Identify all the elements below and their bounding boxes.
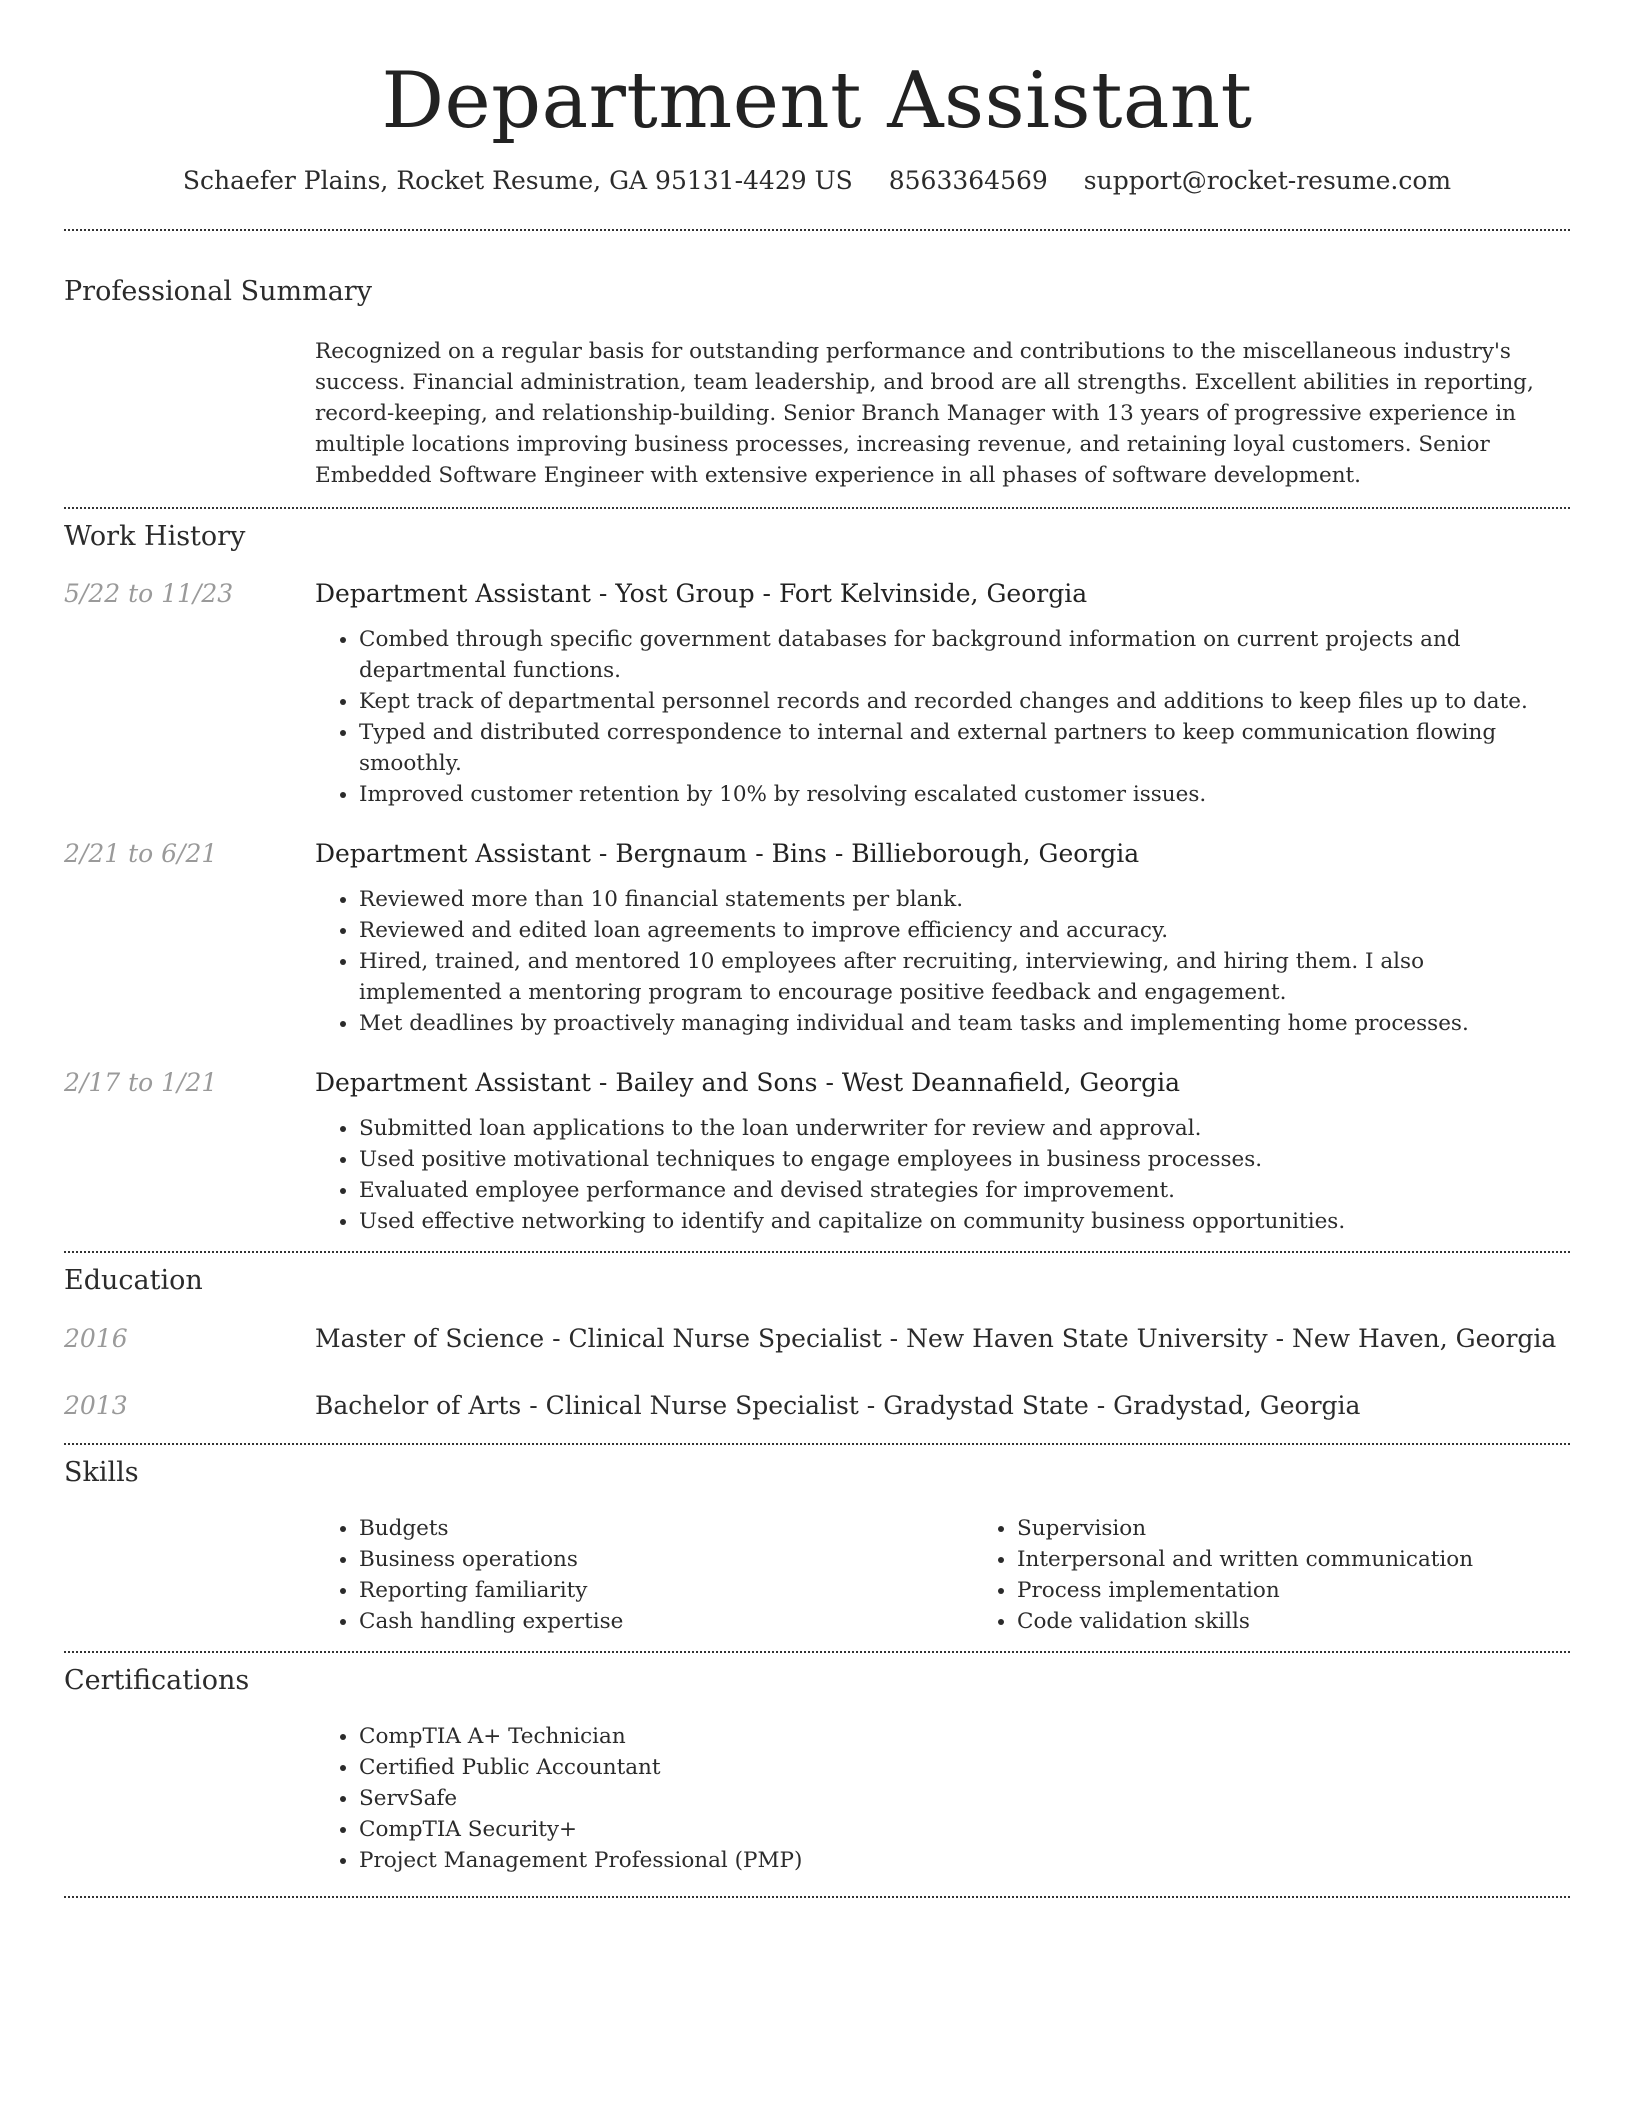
job-details: [315, 837, 1570, 1039]
summary-text: Recognized on a regular basis for outstanding performance and contributions to the miscellaneous industry's success. Financial administration, team leadership, and brood are all strengths. Excellent abilities in reporting, record-keeping, and relationship-building. Senior Branch Manager with 13 years of progressive experience in multiple locations improving business processes, increasing revenue, and retaining loyal customers. Senior Embedded Software Engineer with extensive experience in all phases of software development.: [315, 339, 1534, 488]
education-text: Master of Science - Clinical Nurse Specialist - New Haven State University - New Haven, Georgia: [315, 1324, 1557, 1353]
job-dates: 2/17 to 1/21: [64, 1068, 218, 1097]
job-bullet: • Combed through specific government databases for background information on current projects and departmental functions.: [359, 624, 1570, 686]
certification-item: • Project Management Professional (PMP): [359, 1845, 1570, 1876]
section-title-summary: Professional Summary: [64, 276, 372, 307]
job-bullet: • Reviewed and edited loan agreements to improve efficiency and accuracy.: [359, 915, 1570, 946]
contact-address: Schaefer Plains, Rocket Resume, GA 95131-4429 US: [182, 166, 853, 195]
education-text: Bachelor of Arts - Clinical Nurse Specialist - Gradystad State - Gradystad, Georgia: [315, 1391, 1361, 1420]
job-bullets: [315, 624, 1570, 810]
skills-columns: [315, 1513, 1631, 1637]
section-title-education: Education: [64, 1265, 203, 1296]
education-entry: [64, 1322, 1570, 1356]
divider: [64, 1651, 1570, 1653]
certification-item: • CompTIA A+ Technician: [359, 1721, 1570, 1752]
job-bullet: • Typed and distributed correspondence to internal and external partners to keep communication flowing smoothly.: [359, 717, 1570, 779]
job-entry: [64, 577, 1570, 810]
job-entry: [64, 837, 1570, 1039]
contact-email: support@rocket-resume.com: [1083, 166, 1452, 195]
summary-spacer: [64, 336, 315, 491]
certification-item: • CompTIA Security+: [359, 1814, 1570, 1845]
skill-item: • Cash handling expertise: [359, 1606, 973, 1637]
skill-item: • Business operations: [359, 1544, 973, 1575]
job-bullet: • Used effective networking to identify and capitalize on community business opportunities.: [359, 1206, 1570, 1237]
job-bullets: [315, 1113, 1570, 1237]
education-year: 2013: [64, 1391, 128, 1420]
job-bullet: • Reviewed more than 10 financial statements per blank.: [359, 884, 1570, 915]
job-bullet: • Used positive motivational techniques to engage employees in business processes.: [359, 1144, 1570, 1175]
certifications-spacer: [64, 1721, 315, 1876]
job-details: [315, 1066, 1570, 1237]
certifications-row: [64, 1721, 1570, 1876]
resume-name: Department Assistant: [381, 56, 1253, 146]
job-title: Department Assistant - Bergnaum - Bins - Billieborough, Georgia: [315, 839, 1140, 868]
skill-item: • Budgets: [359, 1513, 973, 1544]
divider: [64, 1251, 1570, 1253]
job-bullet: • Improved customer retention by 10% by resolving escalated customer issues.: [359, 779, 1570, 810]
resume-page: [64, 0, 1570, 1898]
divider: [64, 507, 1570, 509]
job-bullets: [315, 884, 1570, 1039]
section-title-skills: Skills: [64, 1457, 139, 1488]
summary-row: [64, 336, 1570, 491]
education-entry: [64, 1389, 1570, 1423]
certification-item: • Certified Public Accountant: [359, 1752, 1570, 1783]
certifications-list-wrap: [315, 1721, 1570, 1876]
skill-item: • Interpersonal and written communication: [1017, 1544, 1631, 1575]
job-entry: [64, 1066, 1570, 1237]
job-details: [315, 577, 1570, 810]
divider: [64, 229, 1570, 231]
certification-item: • ServSafe: [359, 1783, 1570, 1814]
certifications-list: [315, 1721, 1570, 1876]
skills-list-left: [315, 1513, 973, 1637]
skill-item: • Process implementation: [1017, 1575, 1631, 1606]
contact-phone: 8563364569: [888, 166, 1048, 195]
divider: [64, 1896, 1570, 1898]
skill-item: • Reporting familiarity: [359, 1575, 973, 1606]
skills-list-right: [973, 1513, 1631, 1637]
job-dates: 2/21 to 6/21: [64, 839, 218, 868]
job-bullet: • Submitted loan applications to the loan underwriter for review and approval.: [359, 1113, 1570, 1144]
job-bullet: • Kept track of departmental personnel records and recorded changes and additions to keep files up to date.: [359, 686, 1570, 717]
contact-line: [64, 164, 1570, 198]
education-year: 2016: [64, 1324, 128, 1353]
skills-spacer: [64, 1513, 315, 1637]
skill-item: • Code validation skills: [1017, 1606, 1631, 1637]
section-title-certifications: Certifications: [64, 1665, 250, 1696]
job-bullet: • Hired, trained, and mentored 10 employees after recruiting, interviewing, and hiring them. I also implemented a mentoring program to encourage positive feedback and engagement.: [359, 946, 1570, 1008]
job-dates: 5/22 to 11/23: [64, 579, 234, 608]
job-bullet: • Evaluated employee performance and devised strategies for improvement.: [359, 1175, 1570, 1206]
section-title-work: Work History: [64, 521, 246, 552]
skills-row: [64, 1513, 1570, 1637]
job-bullet: • Met deadlines by proactively managing individual and team tasks and implementing home processes.: [359, 1008, 1570, 1039]
job-title: Department Assistant - Bailey and Sons - West Deannafield, Georgia: [315, 1068, 1181, 1097]
skill-item: • Supervision: [1017, 1513, 1631, 1544]
divider: [64, 1443, 1570, 1445]
job-title: Department Assistant - Yost Group - Fort Kelvinside, Georgia: [315, 579, 1088, 608]
